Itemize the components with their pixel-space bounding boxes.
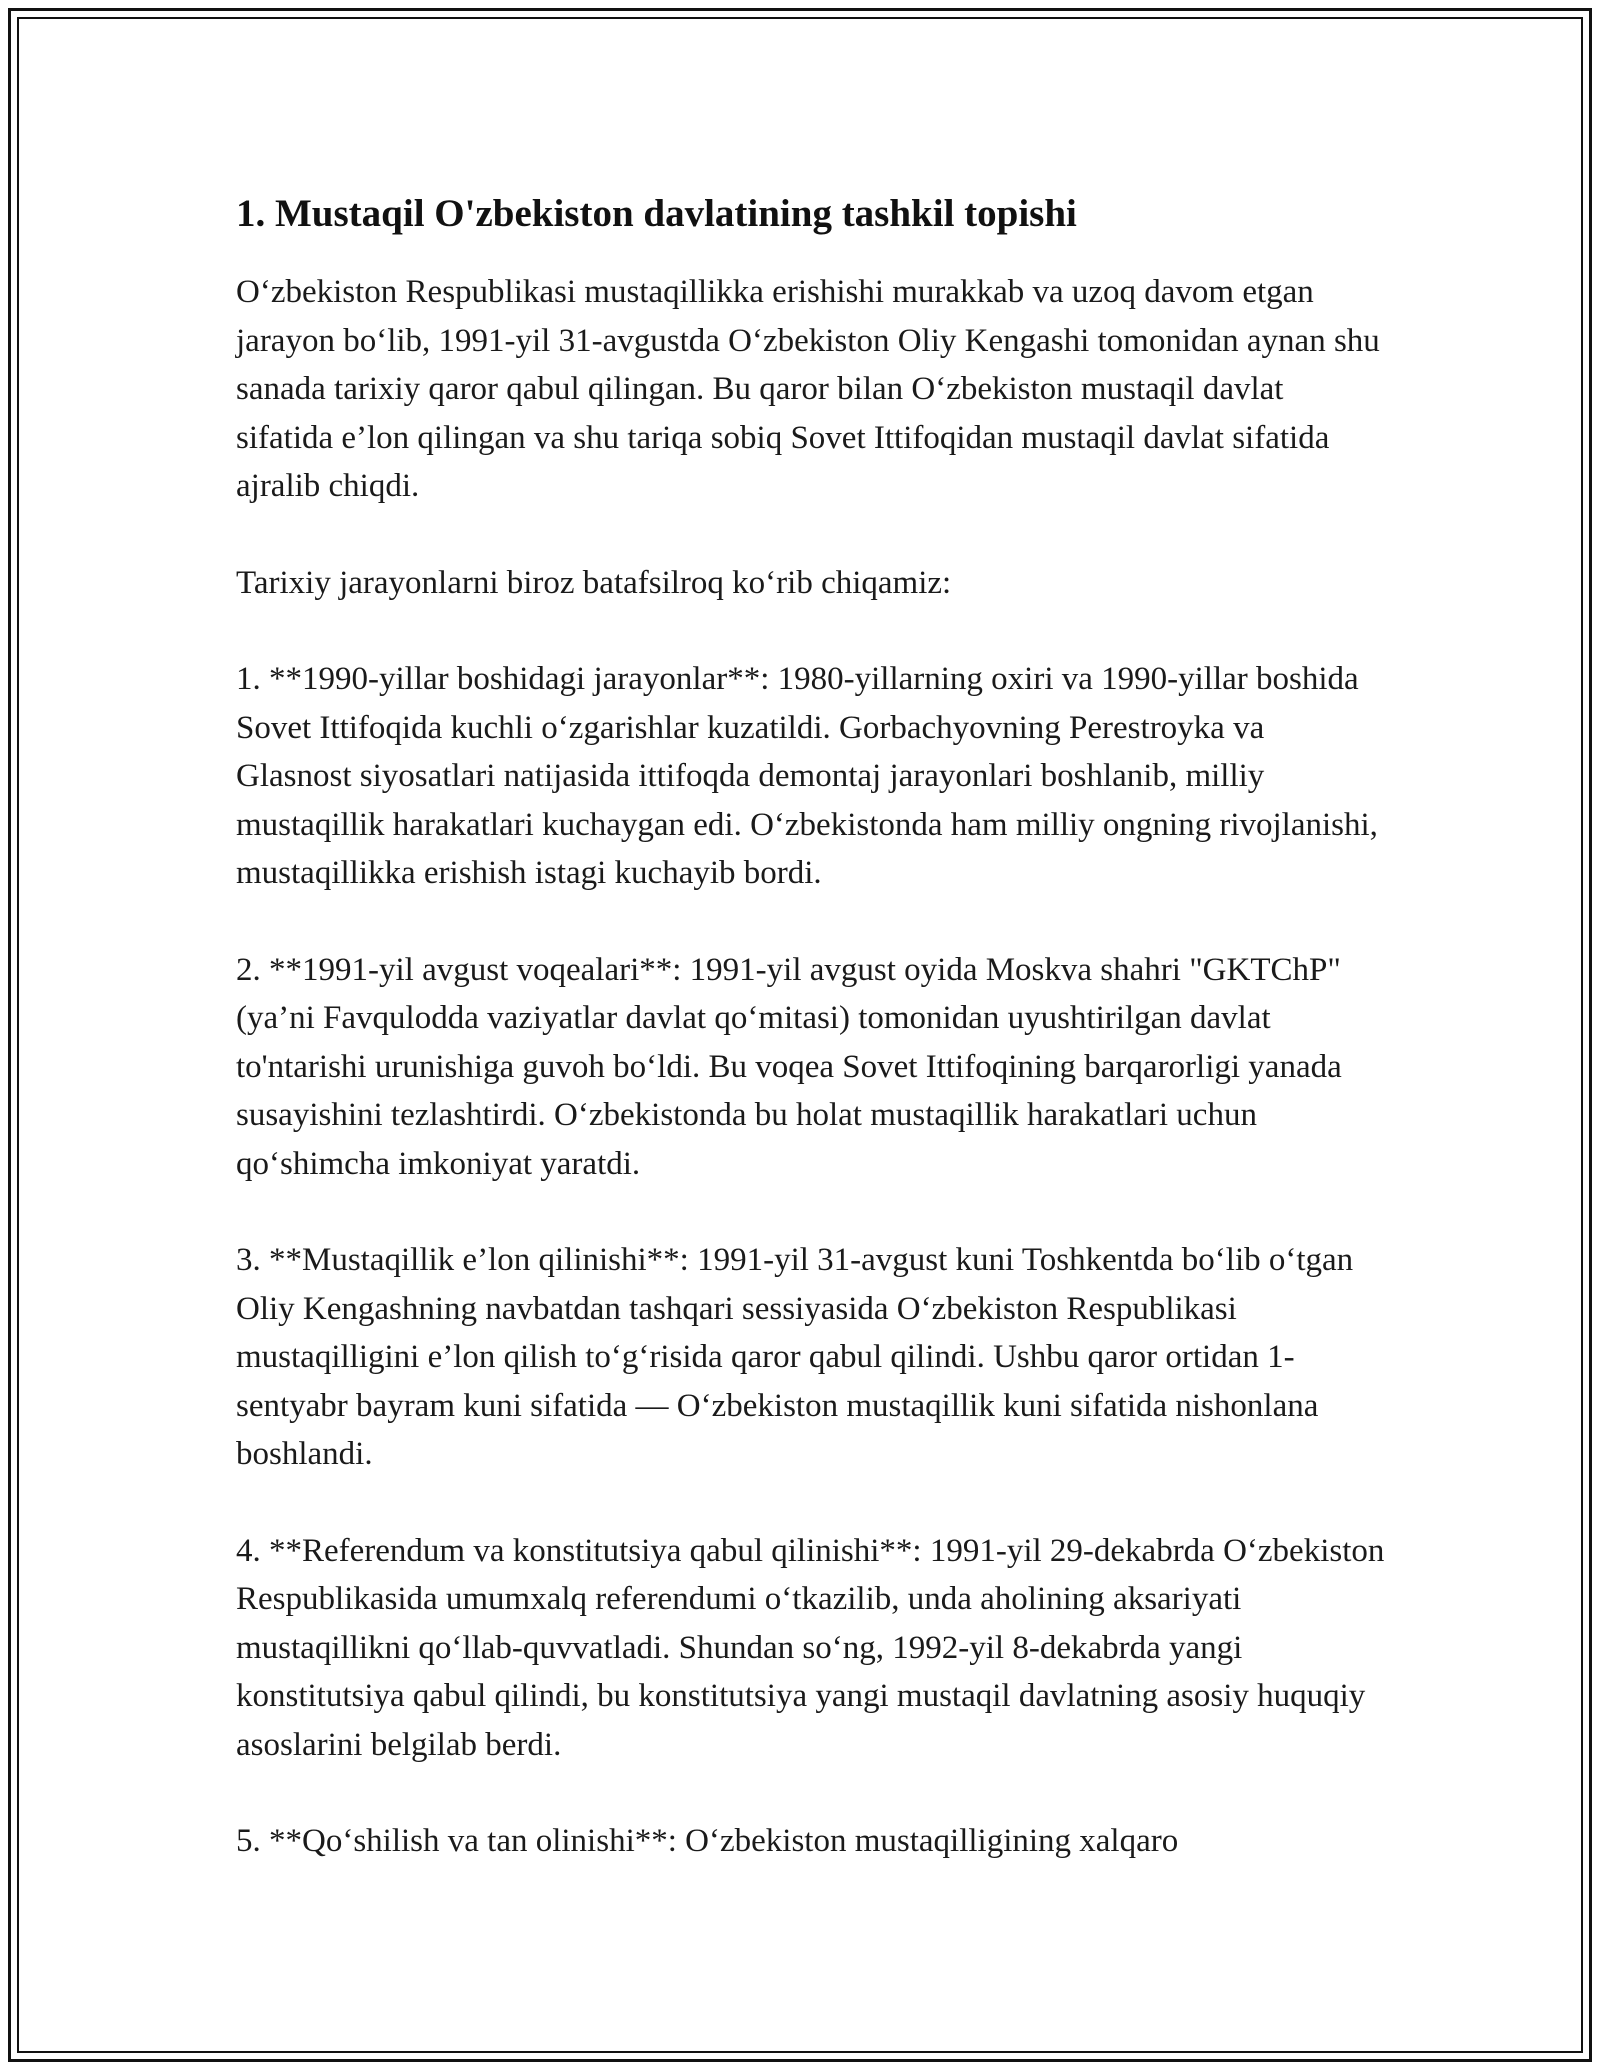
- list-item-5: 5. **Qo‘shilish va tan olinishi**: O‘zbekiston mustaqilligining xalqaro: [236, 1823, 1179, 1859]
- list-item-4: 4. **Referendum va konstitutsiya qabul qilinishi**: 1991-yil 29-dekabrda O‘zbekiston Respublikasida umumxalq referendumi o‘tkazilib, unda aholining aksariyati mustaqillikni qo‘llab-quvvatladi. Shundan so‘ng, 1992-yil 8-dekabrda yangi konstitutsiya qabul qilindi, bu konstitutsiya yangi mustaqil davlatning asosiy huquqiy asoslarini belgilab berdi.: [236, 1532, 1385, 1763]
- list-item-1: 1. **1990-yillar boshidagi jarayonlar**: 1980-yillarning oxiri va 1990-yillar boshida Sovet Ittifoqida kuchli o‘zgarishlar kuzatildi. Gorbachyovning Perestroyka va Glasnost siyosatlari natijasida ittifoqda demontaj jarayonlari boshlanib, milliy mustaqillik harakatlari kuchaygan edi. O‘zbekistonda ham milliy ongning rivojlanishi, mustaqillikka erishish istagi kuchayib bordi.: [236, 661, 1378, 891]
- list-item-2: 2. **1991-yil avgust voqealari**: 1991-yil avgust oyida Moskva shahri "GKTChP" (ya’ni Favqulodda vaziyatlar davlat qo‘mitasi) tomonidan uyushtirilgan davlat to'ntarishi urunishiga guvoh bo‘ldi. Bu voqea Sovet Ittifoqining barqarorligi yanada susayishini tezlashtirdi. O‘zbekistonda bu holat mustaqillik harakatlari uchun qo‘shimcha imkoniyat yaratdi.: [236, 951, 1342, 1182]
- document-body: [236, 188, 1386, 1866]
- document-title: 1. Mustaqil O'zbekiston davlatining tashkil topishi: [236, 192, 1077, 235]
- paragraph-intro: O‘zbekiston Respublikasi mustaqillikka erishishi murakkab va uzoq davom etgan jarayon bo‘lib, 1991-yil 31-avgustda O‘zbekiston Oliy Kengashi tomonidan aynan shu sanada tarixiy qaror qabul qilingan. Bu qaror bilan O‘zbekiston mustaqil davlat sifatida e’lon qilingan va shu tariqa sobiq Sovet Ittifoqidan mustaqil davlat sifatida ajralib chiqdi.: [236, 274, 1380, 504]
- paragraph-lead-in: Tarixiy jarayonlarni biroz batafsilroq ko‘rib chiqamiz:: [236, 564, 952, 601]
- list-item-3: 3. **Mustaqillik e’lon qilinishi**: 1991-yil 31-avgust kuni Toshkentda bo‘lib o‘tgan Oliy Kengashning navbatdan tashqari sessiyasida O‘zbekiston Respublikasi mustaqilligini e’lon qilish to‘g‘risida qaror qabul qilindi. Ushbu qaror ortidan 1-sentyabr bayram kuni sifatida — O‘zbekiston mustaqillik kuni sifatida nishonlana boshlandi.: [236, 1242, 1354, 1472]
